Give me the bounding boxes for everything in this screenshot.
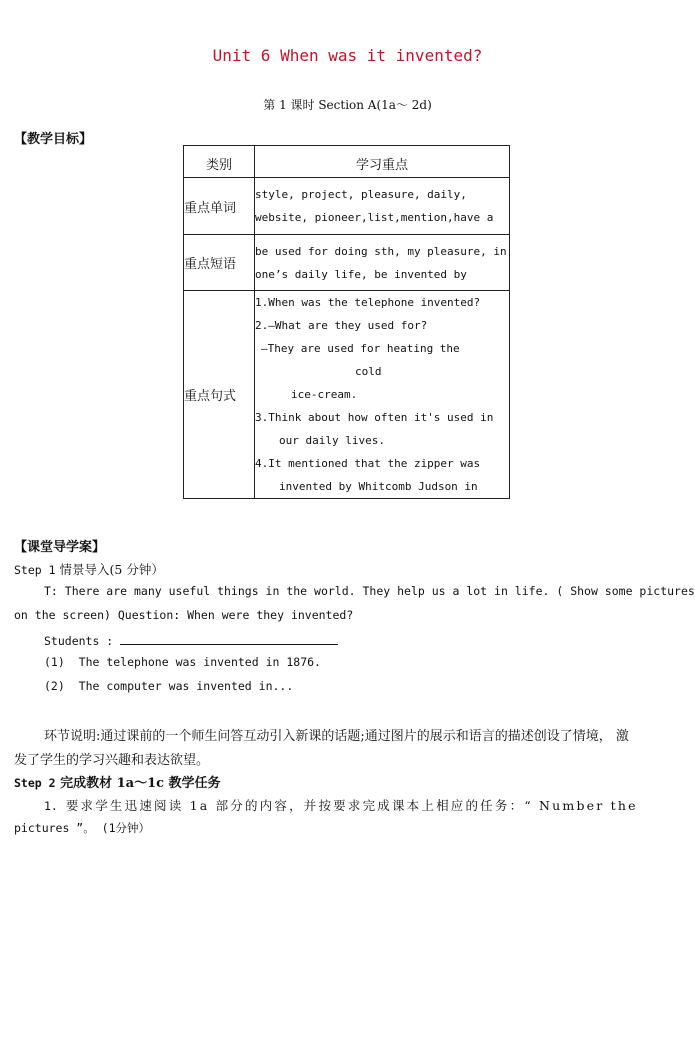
students-label: Students : — [44, 634, 114, 648]
row-line: 2.—What are they used for? — [255, 319, 428, 332]
row-line: 3.Think about how often it's used in — [255, 411, 494, 424]
step2-label: Step 2 — [14, 776, 56, 790]
section-heading-goals: 【教学目标】 — [14, 132, 93, 147]
section-heading-guide: 【课堂导学案】 — [14, 540, 106, 555]
teacher-line-1: T: There are many useful things in the world. They help us a lot in life. ( Show some pictures — [44, 584, 695, 598]
row-line: our daily lives. — [279, 434, 385, 447]
answer-blank — [120, 632, 338, 645]
step2-title: 完成教材 1a～1c 教学任务 — [60, 776, 221, 791]
step1-heading — [14, 560, 164, 578]
row-category: 重点句式 — [184, 291, 255, 499]
document-title: Unit 6 When was it invented? — [212, 46, 483, 65]
step2-item-line-2: pictures ”。 (1分钟） — [14, 821, 151, 835]
row-category: 重点单词 — [184, 178, 255, 235]
note-line-1: 环节说明:通过课前的一个师生问答互动引入新课的话题;通过图片的展示和语言的描述创设了情境， 激 — [44, 729, 629, 744]
row-content — [255, 291, 510, 499]
row-line: be used for doing sth, my pleasure, in — [255, 244, 507, 258]
row-line: 4.It mentioned that the zipper was — [255, 457, 481, 470]
row-line: —They are used for heating the — [261, 342, 460, 355]
row-content — [255, 235, 510, 291]
list-item — [44, 655, 321, 669]
step1-label: Step 1 — [14, 563, 56, 577]
step2-item-line-1 — [44, 796, 638, 814]
list-item-number: (1) — [44, 655, 65, 669]
list-item-text: The computer was invented in... — [78, 679, 294, 693]
list-item-number: (2) — [44, 679, 65, 693]
table-header-category: 类别 — [184, 146, 255, 178]
row-line: invented by Whitcomb Judson in — [279, 480, 478, 493]
table-header-row — [184, 146, 510, 178]
step2-heading — [14, 772, 221, 791]
goals-table — [183, 145, 510, 499]
table-row-words — [184, 178, 510, 235]
row-line: 1.When was the telephone invented? — [255, 296, 481, 309]
row-content — [255, 178, 510, 235]
step2-item-number: 1. — [44, 799, 58, 813]
row-line: ice-cream. — [291, 388, 358, 401]
teacher-line-2: on the screen) Question: When were they invented? — [14, 608, 354, 622]
step2-item-text: 要求学生迅速阅读 1a 部分的内容，并按要求完成课本上相应的任务：“ Number the — [65, 798, 638, 813]
row-line: website, pioneer,list,mention,have a — [255, 211, 494, 224]
table-row-sentences — [184, 291, 510, 499]
list-item-text: The telephone was invented in 1876. — [78, 655, 321, 669]
note-line-2: 发了学生的学习兴趣和表达欲望。 — [14, 753, 210, 768]
students-line — [44, 632, 338, 648]
step1-title: 情景导入(5 分钟） — [59, 562, 164, 577]
lesson-subtitle: 第 1 课时 Section A(1a～ 2d) — [263, 98, 432, 112]
row-line: style, project, pleasure, daily, — [255, 188, 467, 201]
list-item — [44, 679, 293, 693]
row-line: cold — [355, 365, 382, 378]
table-row-phrases — [184, 235, 510, 291]
table-header-focus: 学习重点 — [255, 146, 510, 178]
row-category: 重点短语 — [184, 235, 255, 291]
row-line: one’s daily life, be invented by — [255, 267, 467, 281]
